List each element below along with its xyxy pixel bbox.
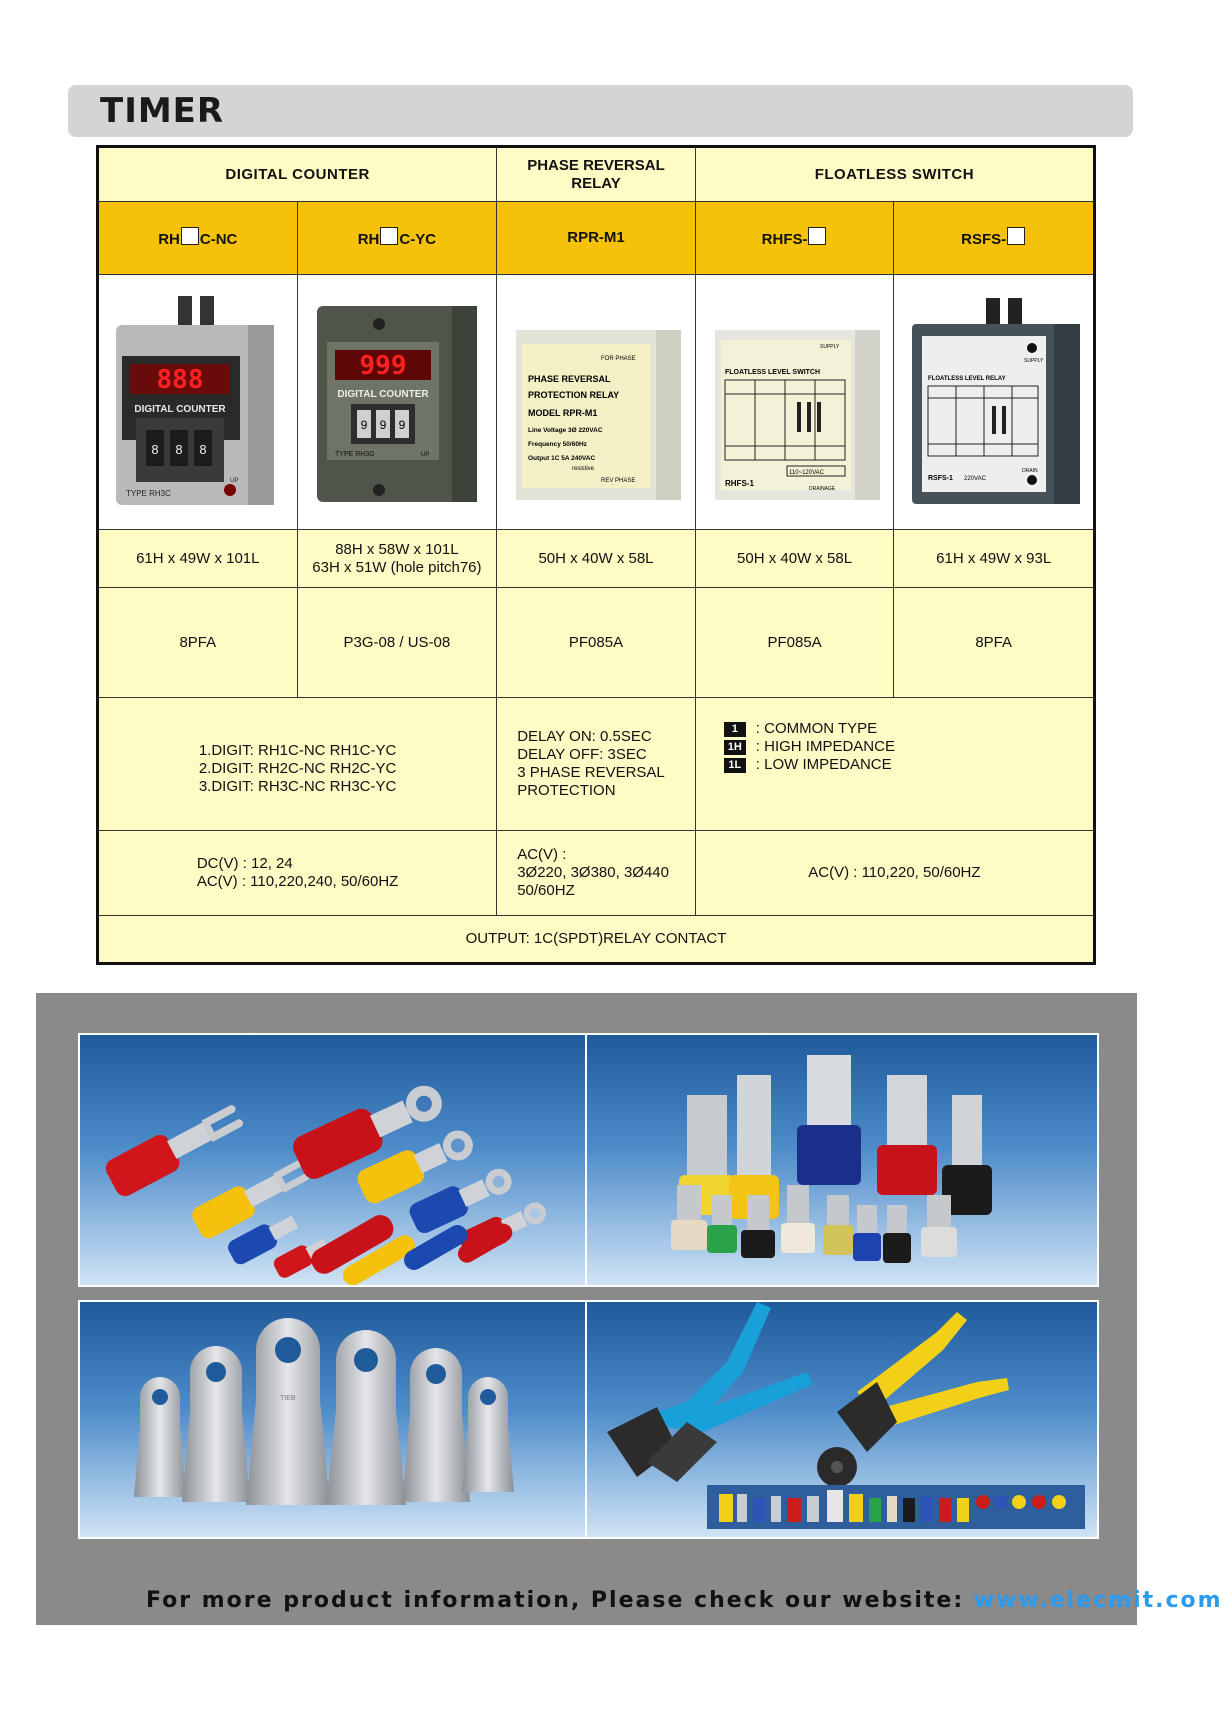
voltage-line: AC(V) : 110,220,240, 50/60HZ xyxy=(196,873,399,890)
group-floatless-switch: FLOATLESS SWITCH xyxy=(695,147,1094,202)
voltage-line: DC(V) : 12, 24 xyxy=(196,855,293,872)
svg-text:9: 9 xyxy=(360,417,368,432)
footer-text: For more product information, Please check our website: xyxy=(146,1588,974,1613)
drain-label: DRAIN xyxy=(1021,467,1038,474)
counter-display: 888 xyxy=(156,364,204,395)
floatless-relay-image xyxy=(904,290,1084,515)
product-rsfs-cell xyxy=(894,275,1095,530)
dimension-cell: 61H x 49W x 101L xyxy=(98,530,298,588)
model-row xyxy=(98,202,1095,275)
device-label: DIGITAL COUNTER xyxy=(134,403,226,415)
placeholder-box xyxy=(181,227,199,245)
socket-cell: P3G-08 / US-08 xyxy=(297,588,497,698)
relay-title: FLOATLESS LEVEL RELAY xyxy=(927,375,1006,382)
type-code-badge: 1 xyxy=(724,722,746,737)
lugs-photo xyxy=(78,1300,589,1539)
voltage-counter xyxy=(98,831,497,916)
section-title: TIMER xyxy=(100,91,225,131)
relay-line-6: Output 1C 5A 240VAC xyxy=(527,454,596,462)
model-rpr-m1: RPR-M1 xyxy=(497,202,696,275)
placeholder-box xyxy=(1007,227,1025,245)
voltage-line: AC(V) : xyxy=(517,846,567,863)
product-rh3g-cell xyxy=(297,275,497,530)
ferrules-illustration xyxy=(587,1035,1097,1285)
digit-line: 1.DIGIT: RH1C-NC RH1C-YC xyxy=(198,742,397,759)
options-row xyxy=(98,698,1095,831)
group-phase-reversal: PHASE REVERSAL RELAY xyxy=(497,147,696,202)
up-label: UP xyxy=(229,477,239,484)
voltage-row xyxy=(98,831,1095,916)
delay-options xyxy=(497,698,696,831)
switch-title: FLOATLESS LEVEL SWITCH xyxy=(724,368,820,376)
device-label: DIGITAL COUNTER xyxy=(337,388,429,400)
output-cell: OUTPUT: 1C(SPDT)RELAY CONTACT xyxy=(98,916,1095,964)
dimensions-row xyxy=(98,530,1095,588)
voltage-floatless: AC(V) : 110,220, 50/60HZ xyxy=(695,831,1094,916)
phase-relay-image xyxy=(506,290,686,515)
type-line: 1 : COMMON TYPE xyxy=(724,720,1087,738)
website-footer xyxy=(146,1588,1223,1613)
svg-text:9: 9 xyxy=(379,417,387,432)
type-options xyxy=(695,698,1094,831)
delay-line: 3 PHASE REVERSAL xyxy=(517,764,665,781)
supply-label: SUPPLY xyxy=(819,343,839,350)
dimension-cell: 61H x 49W x 93L xyxy=(894,530,1095,588)
group-digital-counter: DIGITAL COUNTER xyxy=(98,147,497,202)
svg-text:8: 8 xyxy=(175,441,183,457)
relay-line-7: resistive xyxy=(571,465,594,472)
group-header-row xyxy=(98,147,1095,202)
copper-lugs-illustration xyxy=(80,1302,587,1537)
type-line: 1H : HIGH IMPEDANCE xyxy=(724,738,1087,756)
type-code-badge: 1H xyxy=(724,740,746,755)
product-rh3c-cell xyxy=(98,275,298,530)
voltage-line: 50/60HZ xyxy=(517,882,575,899)
relay-line-1: PHASE REVERSAL xyxy=(527,373,611,384)
ferrules-photo xyxy=(585,1033,1099,1287)
relay-line-2: PROTECTION RELAY xyxy=(527,389,620,400)
product-photo-panel xyxy=(36,993,1137,1625)
counter-display: 999 xyxy=(359,350,407,381)
floatless-switch-image xyxy=(705,290,885,515)
spec-table xyxy=(96,145,1096,965)
model-rhfs: RHFS- xyxy=(695,202,894,275)
phase-label-top: FOR PHASE xyxy=(600,355,636,362)
dimension-cell: 88H x 58W x 101L 63H x 51W (hole pitch76) xyxy=(297,530,497,588)
type-code-badge: 1L xyxy=(724,758,746,773)
voltage-label: 220VAC xyxy=(963,475,986,482)
voltage-label: 110~120VAC xyxy=(788,469,824,476)
product-rhfs-cell xyxy=(695,275,894,530)
socket-cell: PF085A xyxy=(695,588,894,698)
model-label: RHFS-1 xyxy=(724,478,754,488)
svg-text:8: 8 xyxy=(199,441,207,457)
insulated-terminals-illustration xyxy=(80,1035,587,1285)
type-label: TYPE RH3C xyxy=(125,488,171,498)
supply-label: SUPPLY xyxy=(1023,357,1044,364)
socket-cell: PF085A xyxy=(497,588,696,698)
digital-counter-rh3g-image xyxy=(307,290,487,515)
voltage-phase xyxy=(497,831,696,916)
product-rpr-cell xyxy=(497,275,696,530)
model-rh-c-nc: RH C-NC xyxy=(98,202,298,275)
phase-label-bottom: REV PHASE xyxy=(600,477,636,484)
socket-row xyxy=(98,588,1095,698)
crimping-tools-photo xyxy=(585,1300,1099,1539)
digit-line: 2.DIGIT: RH2C-NC RH2C-YC xyxy=(198,760,397,777)
up-label: UP xyxy=(420,451,430,458)
type-line: 1L : LOW IMPEDANCE xyxy=(724,756,1087,774)
section-banner xyxy=(68,85,1133,137)
relay-line-3: MODEL RPR-M1 xyxy=(527,407,598,418)
model-label: RSFS-1 xyxy=(927,474,953,482)
model-rsfs: RSFS- xyxy=(894,202,1095,275)
terminals-photo xyxy=(78,1033,589,1287)
crimping-tools-illustration xyxy=(587,1302,1097,1537)
digit-options xyxy=(98,698,497,831)
digit-line: 3.DIGIT: RH3C-NC RH3C-YC xyxy=(198,778,397,795)
lug-stamp: TIEB xyxy=(280,1395,296,1402)
model-rh-c-yc: RH C-YC xyxy=(297,202,497,275)
delay-line: DELAY ON: 0.5SEC xyxy=(517,728,652,745)
socket-cell: 8PFA xyxy=(98,588,298,698)
drainage-label: DRAINAGE xyxy=(808,485,835,492)
relay-line-5: Frequency 50/60Hz xyxy=(527,440,587,448)
delay-line: PROTECTION xyxy=(517,782,616,799)
product-image-row xyxy=(98,275,1095,530)
delay-line: DELAY OFF: 3SEC xyxy=(517,746,647,763)
socket-cell: 8PFA xyxy=(894,588,1095,698)
output-row xyxy=(98,916,1095,964)
svg-text:9: 9 xyxy=(398,417,406,432)
dimension-cell: 50H x 40W x 58L xyxy=(497,530,696,588)
website-link[interactable]: www.elecmit.com xyxy=(973,1588,1223,1613)
voltage-line: 3Ø220, 3Ø380, 3Ø440 xyxy=(517,864,669,881)
dimension-cell: 50H x 40W x 58L xyxy=(695,530,894,588)
relay-line-4: Line Voltage 3Ø 220VAC xyxy=(527,426,603,434)
placeholder-box xyxy=(380,227,398,245)
placeholder-box xyxy=(808,227,826,245)
svg-text:8: 8 xyxy=(151,441,159,457)
digital-counter-rh3c-image xyxy=(108,290,288,515)
type-label: TYPE RH3G xyxy=(334,450,375,458)
